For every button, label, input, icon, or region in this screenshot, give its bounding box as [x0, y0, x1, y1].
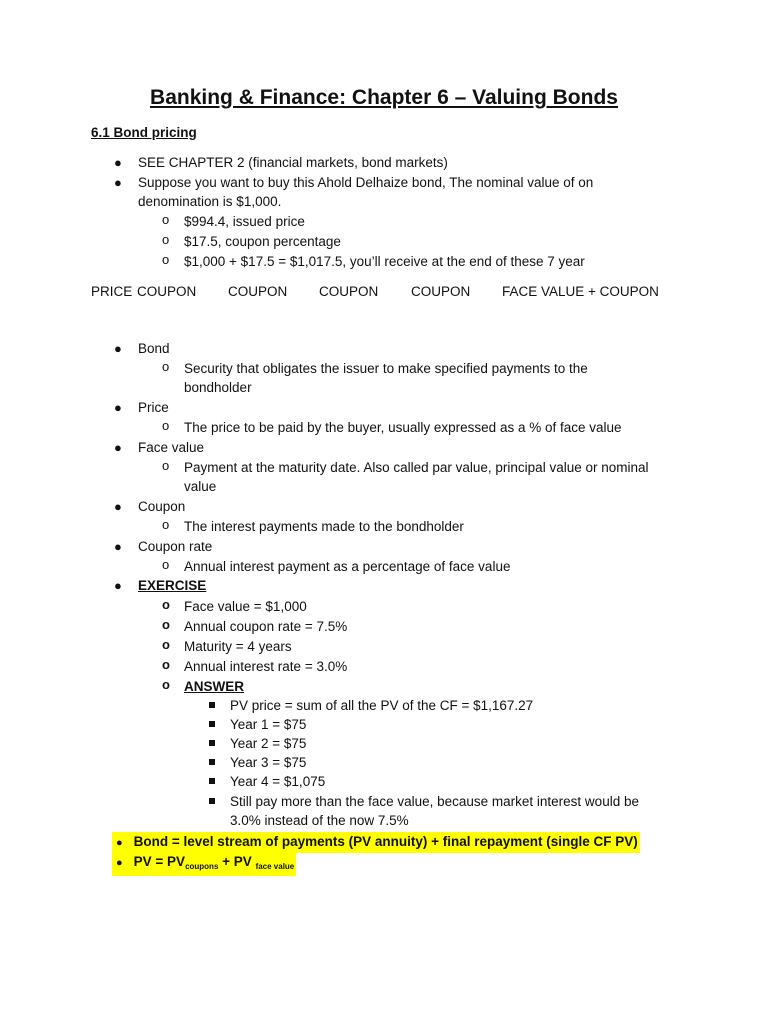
sub-item: $17.5, coupon percentage [184, 234, 341, 249]
section-heading: 6.1 Bond pricing [91, 125, 197, 140]
cashflow-label: COUPON [228, 284, 288, 299]
cashflow-label: FACE VALUE + COUPON [502, 284, 659, 299]
list-item: SEE CHAPTER 2 (financial markets, bond markets) [138, 155, 448, 170]
answer-item: Year 2 = $75 [230, 736, 307, 751]
square-bullet [209, 740, 215, 746]
answer-note: 3.0% instead of the now 7.5% [230, 813, 409, 828]
bullet: ● [116, 857, 123, 869]
bullet: ● [114, 499, 122, 514]
answer-item: Year 1 = $75 [230, 717, 307, 732]
exercise-item: Face value = $1,000 [184, 599, 307, 614]
definition: The price to be paid by the buyer, usually expressed as a % of face value [184, 420, 622, 435]
definition: The interest payments made to the bondholder [184, 519, 464, 534]
bullet: ● [114, 175, 122, 190]
term: Bond [138, 341, 170, 356]
definition: Security that obligates the issuer to make specified payments to the [184, 361, 588, 376]
pv-formula: PV = PV [133, 854, 186, 869]
definition: bondholder [184, 380, 252, 395]
sub-bullet: o [162, 252, 170, 267]
exercise-heading: EXERCISE [138, 578, 207, 593]
sub-bullet: o [162, 557, 170, 572]
bullet: ● [114, 155, 122, 170]
definition: value [184, 479, 217, 494]
bullet: ● [114, 578, 122, 593]
answer-item: PV price = sum of all the PV of the CF = $1,167.27 [230, 698, 534, 713]
bullet: ● [114, 341, 122, 356]
pv-subscript: coupons [185, 862, 219, 871]
exercise-item: Annual interest rate = 3.0% [184, 659, 348, 674]
exercise-item: Maturity = 4 years [184, 639, 292, 654]
highlight-line [112, 832, 640, 853]
sub-item: $1,000 + $17.5 = $1,017.5, you’ll receive at the end of these 7 year [184, 254, 585, 269]
answer-heading: ANSWER [184, 679, 244, 694]
cashflow-label: PRICE [91, 284, 133, 299]
square-bullet [209, 798, 215, 804]
bullet: ● [114, 539, 122, 554]
bullet: ● [114, 440, 122, 455]
sub-bullet: o [162, 359, 170, 374]
term: Face value [138, 440, 205, 455]
sub-bullet: o [162, 597, 170, 612]
exercise-item: Annual coupon rate = 7.5% [184, 619, 348, 634]
term: Coupon rate [138, 539, 213, 554]
answer-note: Still pay more than the face value, because market interest would be [230, 794, 639, 809]
summary-text: Bond = level stream of payments (PV annuity) + final repayment (single CF PV) [133, 834, 638, 849]
list-item: Suppose you want to buy this Ahold Delhaize bond, The nominal value of on [138, 175, 594, 190]
bullet: ● [114, 400, 122, 415]
square-bullet [209, 778, 215, 784]
sub-bullet: o [162, 232, 170, 247]
cashflow-label: COUPON [411, 284, 471, 299]
term: Coupon [138, 499, 186, 514]
sub-bullet: o [162, 212, 170, 227]
pv-subscript: face value [255, 862, 295, 871]
sub-bullet: o [162, 677, 170, 692]
pv-plus: + PV [218, 854, 256, 869]
square-bullet [209, 702, 215, 708]
answer-item: Year 3 = $75 [230, 755, 307, 770]
term: Price [138, 400, 169, 415]
answer-item: Year 4 = $1,075 [230, 774, 326, 789]
sub-bullet: o [162, 617, 170, 632]
list-item-continued: denomination is $1,000. [138, 194, 282, 209]
cashflow-label: COUPON [137, 284, 197, 299]
sub-bullet: o [162, 657, 170, 672]
page-title: Banking & Finance: Chapter 6 – Valuing Bonds [150, 86, 618, 109]
definition: Annual interest payment as a percentage of face value [184, 559, 511, 574]
bullet: ● [116, 837, 123, 849]
sub-bullet: o [162, 637, 170, 652]
sub-bullet: o [162, 458, 170, 473]
sub-item: $994.4, issued price [184, 214, 305, 229]
definition: Payment at the maturity date. Also called par value, principal value or nominal [184, 460, 649, 475]
sub-bullet: o [162, 517, 170, 532]
sub-bullet: o [162, 418, 170, 433]
cashflow-label: COUPON [319, 284, 379, 299]
square-bullet [209, 759, 215, 765]
highlight-line [112, 852, 296, 876]
square-bullet [209, 721, 215, 727]
